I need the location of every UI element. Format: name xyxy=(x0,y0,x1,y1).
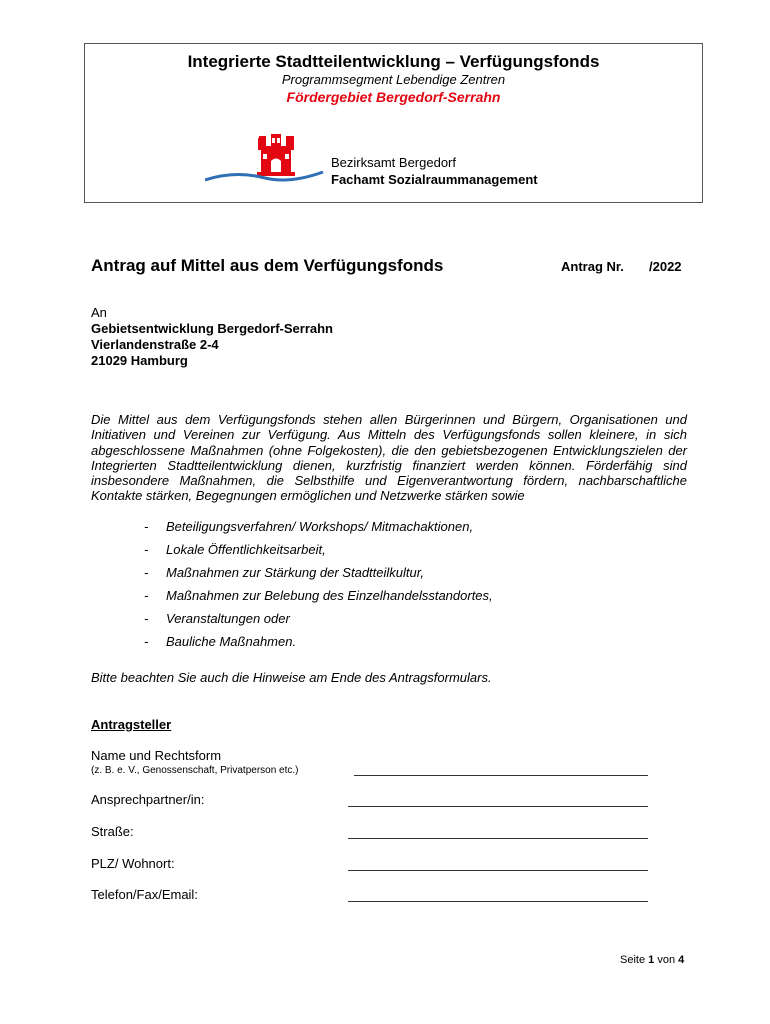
list-item: - Veranstaltungen oder xyxy=(144,611,290,626)
street-field[interactable] xyxy=(348,838,648,839)
hamburg-logo-icon xyxy=(205,134,325,186)
intro-paragraph: Die Mittel aus dem Verfügungsfonds stehen allen Bürgerinnen und Bürgern, Organisationen und Initiativen und Vereinen zur Verfügung. Aus Mitteln des Verfügungsfonds sollen kleinere, in sich abgeschlossene Maßnahmen (ohne Folgekosten), die den gebietsbezogenen Entwicklungszielen der Integrierten Stadtteilentwicklung dienen, kurzfristig finanziert werden können. Förderfähig sind insbesondere Maßnahmen, die Selbsthilfe und Eigenverantwortung fördern, nachbarschaftliche Kontakte stärken, Begegnungen ermöglichen und Netzwerke stärken sowie xyxy=(91,412,687,504)
list-item: - Bauliche Maßnahmen. xyxy=(144,634,297,649)
address-prefix: An xyxy=(91,305,107,320)
phone-label: Telefon/Fax/Email: xyxy=(91,887,198,902)
address-street: Vierlandenstraße 2-4 xyxy=(91,337,219,352)
list-item: - Maßnahmen zur Belebung des Einzelhandelsstandortes, xyxy=(144,588,493,603)
street-label: Straße: xyxy=(91,824,134,839)
measures-list xyxy=(144,519,493,657)
contact-label: Ansprechpartner/in: xyxy=(91,792,205,807)
phone-field[interactable] xyxy=(348,901,648,902)
applicant-section-title: Antragsteller xyxy=(91,717,172,732)
list-item: - Maßnahmen zur Stärkung der Stadtteilkultur, xyxy=(144,565,424,580)
funding-area: Fördergebiet Bergedorf-Serrahn xyxy=(286,89,501,105)
program-title: Integrierte Stadtteilentwicklung – Verfügungsfonds xyxy=(187,52,600,71)
application-number-label: Antrag Nr. xyxy=(561,259,624,274)
address-name: Gebietsentwicklung Bergedorf-Serrahn xyxy=(91,321,333,336)
org-office: Fachamt Sozialraummanagement xyxy=(331,172,538,187)
header-box xyxy=(84,43,703,203)
city-field[interactable] xyxy=(348,870,648,871)
name-label: Name und Rechtsform xyxy=(91,748,222,763)
name-field[interactable] xyxy=(354,775,648,776)
contact-field[interactable] xyxy=(348,806,648,807)
page-title: Antrag auf Mittel aus dem Verfügungsfonds xyxy=(91,256,444,275)
list-item: - Beteiligungsverfahren/ Workshops/ Mitmachaktionen, xyxy=(144,519,474,534)
address-city: 21029 Hamburg xyxy=(91,353,188,368)
city-label: PLZ/ Wohnort: xyxy=(91,856,175,871)
org-department: Bezirksamt Bergedorf xyxy=(331,155,456,170)
application-year: /2022 xyxy=(649,259,682,274)
list-item: - Lokale Öffentlichkeitsarbeit, xyxy=(144,542,326,557)
name-hint: (z. B. e. V., Genossenschaft, Privatperson etc.) xyxy=(91,765,299,776)
page-number: Seite 1 von 4 xyxy=(620,954,685,966)
recipient-address xyxy=(91,305,333,369)
hint-note: Bitte beachten Sie auch die Hinweise am Ende des Antragsformulars. xyxy=(91,670,492,685)
program-subtitle: Programmsegment Lebendige Zentren xyxy=(281,72,506,87)
